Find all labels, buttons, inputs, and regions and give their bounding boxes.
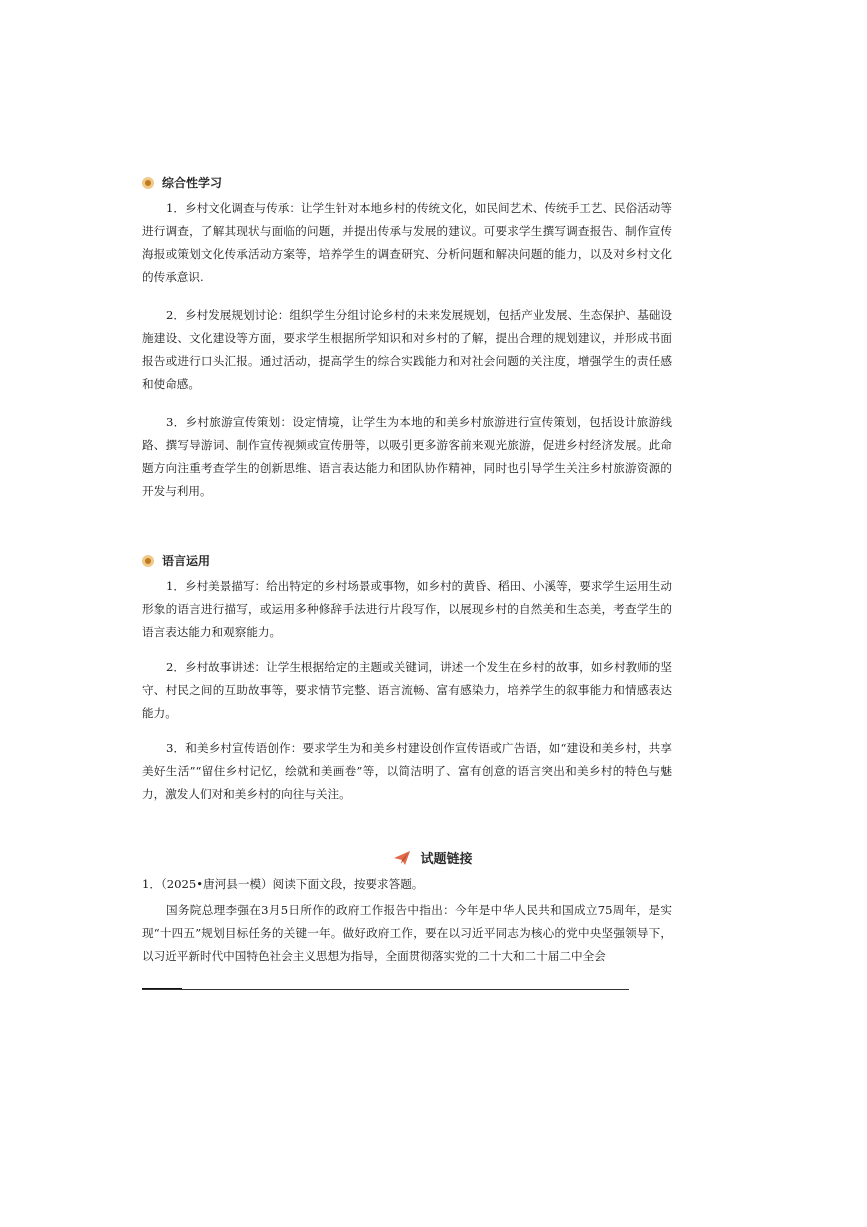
bullet-icon [142, 177, 154, 189]
paper-plane-icon [394, 851, 410, 865]
paragraph-comprehensive-2: 2．乡村发展规划讨论：组织学生分组讨论乡村的未来发展规划，包括产业发展、生态保护、基础设施建设、文化建设等方面，要求学生根据所学知识和对乡村的了解，提出合理的规划建议，并形成书面报告或进行口头汇报。通过活动，提高学生的综合实践能力和对社会问题的关注度，增强学生的责任感和使命感。 [142, 308, 672, 391]
paragraph-comprehensive-3: 3．乡村旅游宣传策划：设定情境，让学生为本地的和美乡村旅游进行宣传策划，包括设计旅游线路、撰写导游词、制作宣传视频或宣传册等，以吸引更多游客前来观光旅游，促进乡村经济发展。此命题方向注重考查学生的创新思维、语言表达能力和团队协作精神，同时也引导学生关注乡村旅游资源的开发与利用。 [142, 415, 672, 498]
paragraph-language-2: 2．乡村故事讲述：让学生根据给定的主题或关键词，讲述一个发生在乡村的故事，如乡村教师的坚守、村民之间的互助故事等，要求情节完整、语言流畅、富有感染力，培养学生的叙事能力和情感表达能力。 [142, 660, 672, 720]
link-section-title: 试题链接 [420, 852, 473, 867]
paragraph-language-1: 1．乡村美景描写：给出特定的乡村场景或事物，如乡村的黄昏、稻田、小溪等，要求学生运用生动形象的语言进行描写，或运用多种修辞手法进行片段写作，以展现乡村的自然美和生态美，考查学生的语言表达能力和观察能力。 [142, 579, 672, 639]
section-title: 综合性学习 [162, 176, 223, 190]
paragraph-language-3: 3．和美乡村宣传语创作：要求学生为和美乡村建设创作宣传语或广告语，如“建设和美乡村，共享美好生活”“留住乡村记忆，绘就和美画卷”等，以简洁明了、富有创意的语言突出和美乡村的特色与魅力，激发人们对和美乡村的向往与关注。 [142, 741, 672, 801]
section-title: 语言运用 [162, 554, 211, 568]
question-line: 1．（2025•唐河县一模）阅读下面文段，按要求答题。 [142, 877, 424, 891]
section-heading-comprehensive [142, 174, 222, 191]
section-heading-language [142, 552, 210, 569]
question-passage: 国务院总理李强在3月5日所作的政府工作报告中指出：今年是中华人民共和国成立75周年，是实现“十四五”规划目标任务的关键一年。做好政府工作，要在以习近平同志为核心的党中央坚强领导下，以习近平新时代中国特色社会主义思想为指导，全面贯彻落实党的二十大和二十届二中全会 [142, 903, 672, 963]
paragraph-comprehensive-1: 1．乡村文化调查与传承：让学生针对本地乡村的传统文化，如民间艺术、传统手工艺、民俗活动等进行调查，了解其现状与面临的问题，并提出传承与发展的建议。可要求学生撰写调查报告、制作宣传海报或策划文化传承活动方案等，培养学生的调查研究、分析问题和解决问题的能力，以及对乡村文化的传承意识. [142, 201, 672, 284]
link-section-heading [0, 848, 867, 867]
bullet-icon [142, 555, 154, 567]
footer-rule [142, 989, 629, 990]
